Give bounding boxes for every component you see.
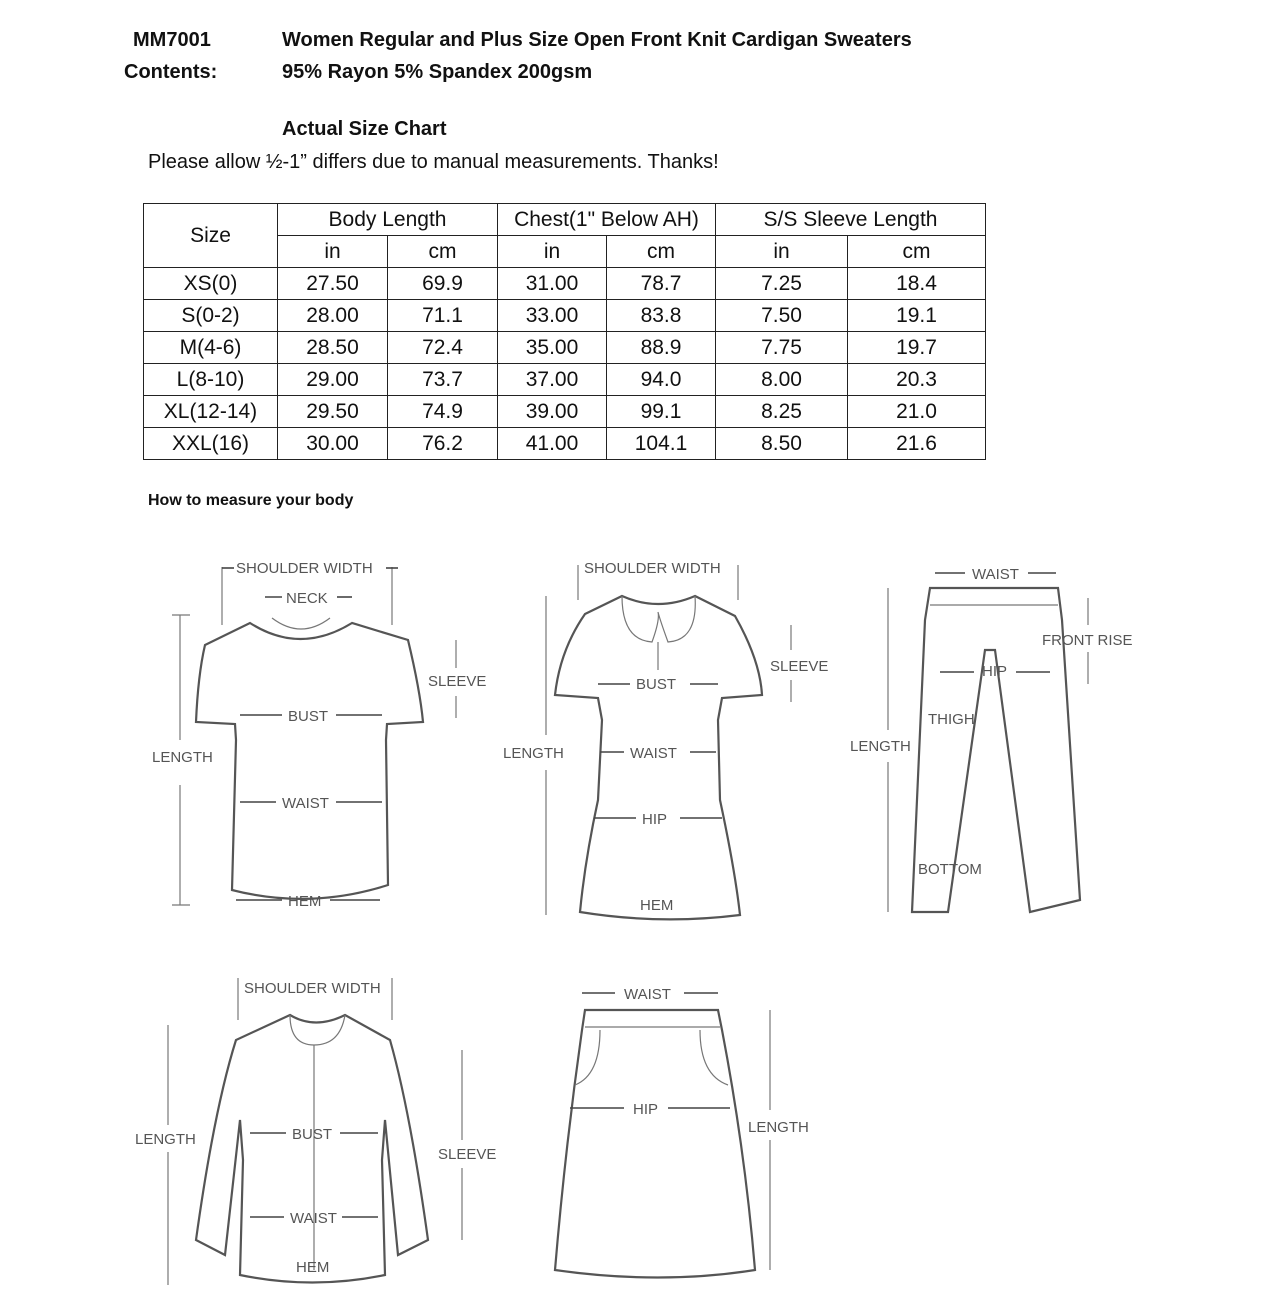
label-thigh: THIGH (928, 711, 975, 728)
blouse-diagram (503, 560, 828, 919)
table-cell: 76.2 (388, 428, 498, 460)
unit-header: cm (607, 236, 716, 268)
label-bust: BUST (288, 708, 329, 725)
label-hem: HEM (288, 893, 322, 910)
table-cell: 99.1 (607, 396, 716, 428)
label-bust: BUST (292, 1126, 333, 1143)
table-cell: 20.3 (848, 364, 986, 396)
label-waist: WAIST (624, 986, 671, 1003)
label-front-rise: FRONT RISE (1042, 632, 1133, 649)
label-hip: HIP (642, 811, 668, 828)
table-cell: 104.1 (607, 428, 716, 460)
label-length: LENGTH (850, 738, 911, 755)
longsleeve-diagram (135, 978, 496, 1285)
label-waist: WAIST (630, 745, 677, 762)
label-hem: HEM (640, 897, 674, 914)
tshirt-diagram (152, 560, 486, 910)
table-cell: 28.50 (278, 332, 388, 364)
measure-title: How to measure your body (148, 492, 354, 509)
table-cell: 8.50 (716, 428, 848, 460)
label-length: LENGTH (152, 749, 213, 766)
label-bust: BUST (636, 676, 677, 693)
label-waist: WAIST (972, 566, 1019, 583)
group-header: Body Length (278, 204, 498, 236)
table-cell: 8.00 (716, 364, 848, 396)
measurement-note: Please allow ½-1” differs due to manual measurements. Thanks! (148, 151, 719, 173)
group-header: S/S Sleeve Length (716, 204, 986, 236)
table-cell: 30.00 (278, 428, 388, 460)
label-length: LENGTH (135, 1131, 196, 1148)
pants-diagram (850, 566, 1133, 912)
table-cell: 21.6 (848, 428, 986, 460)
label-hip: HIP (633, 1101, 659, 1118)
table-cell: 31.00 (498, 268, 607, 300)
label-waist: WAIST (282, 795, 329, 812)
group-header: Chest(1" Below AH) (498, 204, 716, 236)
table-cell: 73.7 (388, 364, 498, 396)
table-cell: XXL(16) (144, 428, 278, 460)
contents-value: 95% Rayon 5% Spandex 200gsm (282, 61, 593, 83)
table-cell: 78.7 (607, 268, 716, 300)
size-header: Size (144, 204, 278, 268)
label-bottom: BOTTOM (918, 861, 982, 878)
table-cell: 7.50 (716, 300, 848, 332)
table-cell: 7.25 (716, 268, 848, 300)
unit-header: in (498, 236, 607, 268)
table-cell: XL(12-14) (144, 396, 278, 428)
label-hem: HEM (296, 1259, 330, 1276)
label-shoulder: SHOULDER WIDTH (236, 560, 373, 577)
label-length: LENGTH (503, 745, 564, 762)
table-cell: 88.9 (607, 332, 716, 364)
contents-label: Contents: (124, 61, 218, 83)
table-cell: 41.00 (498, 428, 607, 460)
table-cell: 72.4 (388, 332, 498, 364)
label-shoulder: SHOULDER WIDTH (244, 980, 381, 997)
label-waist: WAIST (290, 1210, 337, 1227)
table-cell: 19.7 (848, 332, 986, 364)
table-cell: 21.0 (848, 396, 986, 428)
table-cell: L(8-10) (144, 364, 278, 396)
product-title: Women Regular and Plus Size Open Front Knit Cardigan Sweaters (282, 29, 912, 51)
table-cell: 69.9 (388, 268, 498, 300)
table-cell: 71.1 (388, 300, 498, 332)
table-cell: M(4-6) (144, 332, 278, 364)
table-cell: 35.00 (498, 332, 607, 364)
label-sleeve: SLEEVE (428, 673, 487, 690)
table-cell: 39.00 (498, 396, 607, 428)
label-hip: HIP (982, 663, 1008, 680)
label-sleeve: SLEEVE (770, 658, 829, 675)
table-cell: S(0-2) (144, 300, 278, 332)
table-cell: 37.00 (498, 364, 607, 396)
table-cell: 27.50 (278, 268, 388, 300)
table-cell: 94.0 (607, 364, 716, 396)
table-cell: 29.00 (278, 364, 388, 396)
unit-header: in (716, 236, 848, 268)
chart-title: Actual Size Chart (282, 118, 447, 140)
table-cell: 7.75 (716, 332, 848, 364)
model-code: MM7001 (133, 29, 211, 51)
label-sleeve: SLEEVE (438, 1146, 497, 1163)
unit-header: in (278, 236, 388, 268)
table-cell: 28.00 (278, 300, 388, 332)
table-cell: 8.25 (716, 396, 848, 428)
table-cell: 18.4 (848, 268, 986, 300)
unit-header: cm (848, 236, 986, 268)
label-shoulder: SHOULDER WIDTH (584, 560, 721, 577)
label-length: LENGTH (748, 1119, 809, 1136)
table-cell: 29.50 (278, 396, 388, 428)
table-cell: XS(0) (144, 268, 278, 300)
table-cell: 74.9 (388, 396, 498, 428)
skirt-diagram (555, 986, 809, 1278)
table-cell: 33.00 (498, 300, 607, 332)
label-neck: NECK (286, 590, 328, 607)
table-cell: 83.8 (607, 300, 716, 332)
unit-header: cm (388, 236, 498, 268)
table-cell: 19.1 (848, 300, 986, 332)
